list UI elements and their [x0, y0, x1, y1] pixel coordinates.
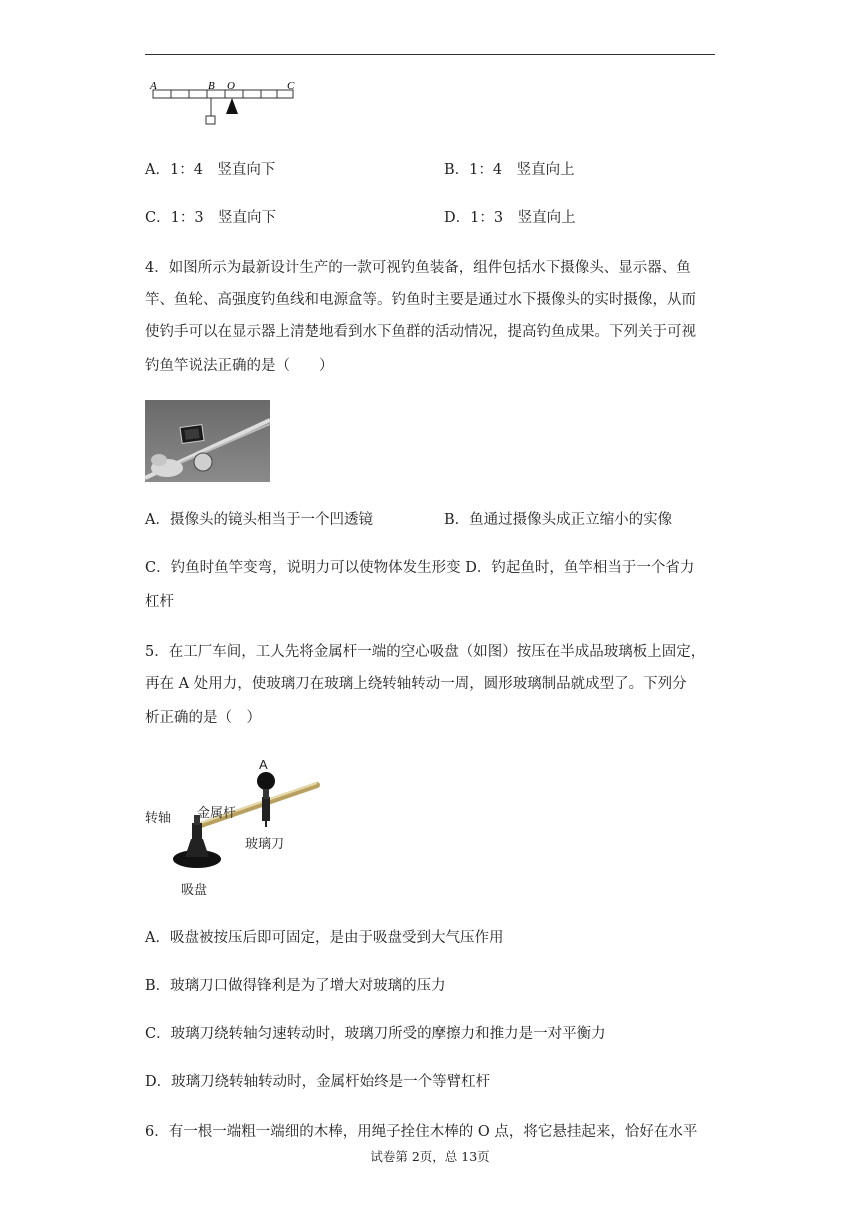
- lever-figure: [145, 78, 305, 128]
- lever-label-a: A: [150, 80, 157, 92]
- lever-label-o: O: [227, 80, 235, 92]
- q5-option-d: D．玻璃刀绕转轴转动时，金属杆始终是一个等臂杠杆: [145, 1074, 491, 1090]
- q4-option-b: B．鱼通过摄像头成正立缩小的实像: [444, 512, 673, 528]
- label-a: A: [259, 757, 268, 772]
- q4-stem-line-3: 使钓手可以在显示器上清楚地看到水下鱼群的活动情况，提高钓鱼成果。下列关于可视: [145, 324, 696, 340]
- q3-option-c: C．1：3 竖直向下: [145, 210, 277, 226]
- label-sucker: 吸盘: [181, 882, 208, 897]
- q5-option-c: C．玻璃刀绕转轴匀速转动时，玻璃刀所受的摩擦力和推力是一对平衡力: [145, 1026, 606, 1042]
- fishing-rod-photo: [145, 400, 270, 482]
- q4-stem-line-2: 竿、鱼轮、高强度钓鱼线和电源盒等。钓鱼时主要是通过水下摄像头的实时摄像，从而: [145, 292, 696, 308]
- q3-option-d: D．1：3 竖直向上: [444, 210, 576, 226]
- lever-label-b: B: [208, 80, 215, 92]
- glass-cutter-figure: [145, 755, 325, 903]
- lever-label-c: C: [287, 80, 295, 92]
- label-axis: 转轴: [145, 810, 172, 825]
- q4-option-d-cont: 杠杆: [145, 594, 174, 610]
- q4-option-a: A．摄像头的镜头相当于一个凹透镜: [145, 512, 373, 528]
- q5-stem-line-3: 析正确的是（ ）: [145, 710, 261, 726]
- header-rule: [145, 54, 715, 55]
- q5-stem-line-1: 5．在工厂车间，工人先将金属杆一端的空心吸盘（如图）按压在半成品玻璃板上固定，: [145, 644, 706, 660]
- q4-stem-line-4: 钓鱼竿说法正确的是（ ）: [145, 358, 334, 374]
- page-footer: 试卷第 2页，总 13页: [370, 1149, 490, 1164]
- label-cutter: 玻璃刀: [245, 836, 285, 851]
- q5-stem-line-2: 再在 A 处用力，使玻璃刀在玻璃上绕转轴转动一周，圆形玻璃制品就成型了。下列分: [145, 676, 687, 692]
- q6-stem-line-1: 6．有一根一端粗一端细的木棒，用绳子拴住木棒的 O 点，将它悬挂起来，恰好在水平: [145, 1124, 698, 1140]
- q3-option-a: A．1：4 竖直向下: [145, 162, 276, 178]
- q4-option-c-d: C．钓鱼时鱼竿变弯，说明力可以使物体发生形变 D．钓起鱼时，鱼竿相当于一个省力: [145, 560, 695, 576]
- q5-option-a: A．吸盘被按压后即可固定，是由于吸盘受到大气压作用: [145, 930, 504, 946]
- q3-option-b: B．1：4 竖直向上: [444, 162, 575, 178]
- q4-stem-line-1: 4．如图所示为最新设计生产的一款可视钓鱼装备，组件包括水下摄像头、显示器、鱼: [145, 260, 691, 276]
- label-rod: 金属杆: [197, 805, 237, 820]
- q5-option-b: B．玻璃刀口做得锋利是为了增大对玻璃的压力: [145, 978, 446, 994]
